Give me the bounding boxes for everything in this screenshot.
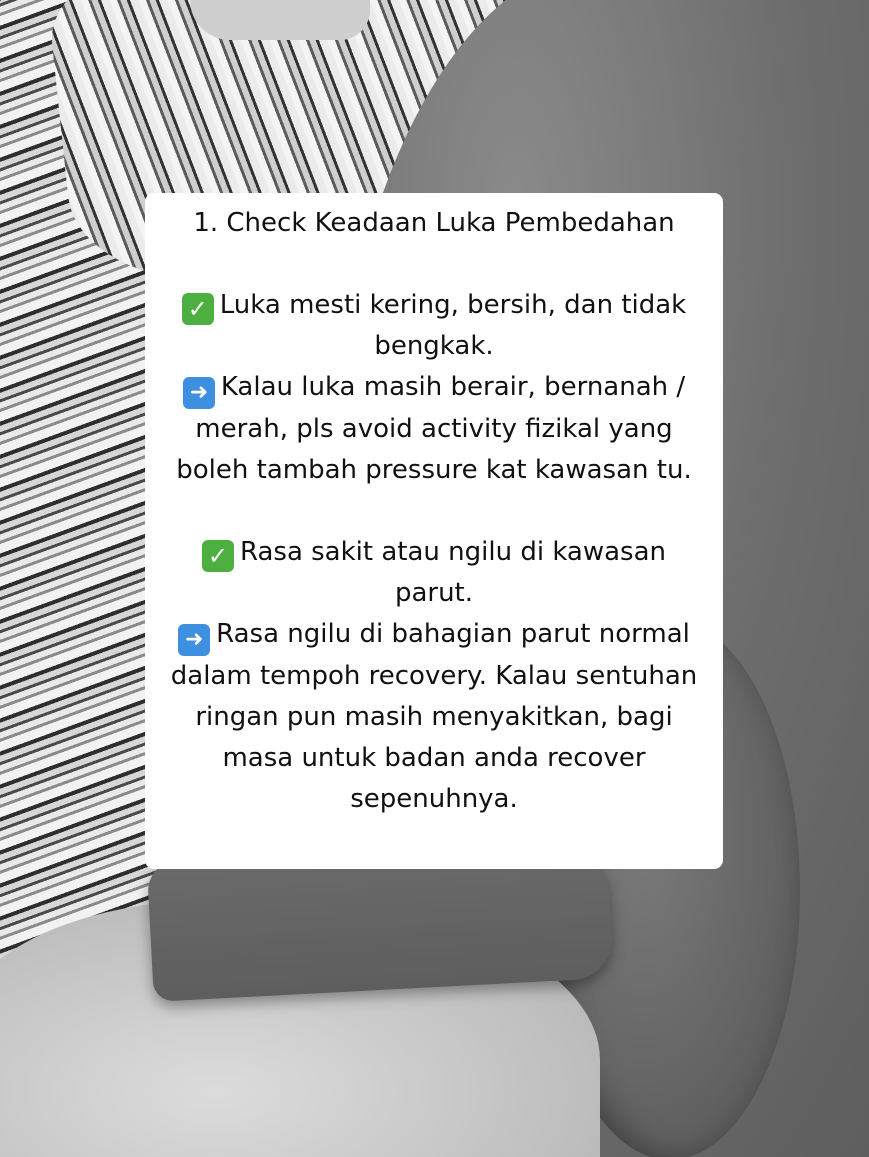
- check-item-text: Luka mesti kering, bersih, dan tidak bengkak.: [219, 290, 687, 361]
- text-card: [145, 193, 723, 869]
- card-heading: 1. Check Keadaan Luka Pembedahan: [193, 208, 675, 238]
- right-arrow-icon: ➜: [178, 624, 210, 656]
- arrow-item-text: Kalau luka masih berair, bernanah / merah, pls avoid activity fizikal yang boleh tambah pressure kat kawasan tu.: [176, 372, 692, 485]
- check-item-text: Rasa sakit atau ngilu di kawasan parut.: [239, 537, 667, 608]
- light-fabric-patch: [190, 0, 370, 40]
- check-item: [161, 285, 707, 367]
- check-item: [161, 532, 707, 614]
- right-arrow-icon: ➜: [183, 377, 215, 409]
- arrow-item-text: Rasa ngilu di bahagian parut normal dalam tempoh recovery. Kalau sentuhan ringan pun masih menyakitkan, bagi masa untuk badan anda recover sepenuhnya.: [170, 619, 698, 814]
- white-check-mark-icon: ✓: [182, 293, 214, 325]
- arrow-item: [161, 614, 707, 820]
- arrow-item: [161, 367, 707, 491]
- spacer: [161, 491, 707, 532]
- spacer: [161, 244, 707, 285]
- white-check-mark-icon: ✓: [202, 540, 234, 572]
